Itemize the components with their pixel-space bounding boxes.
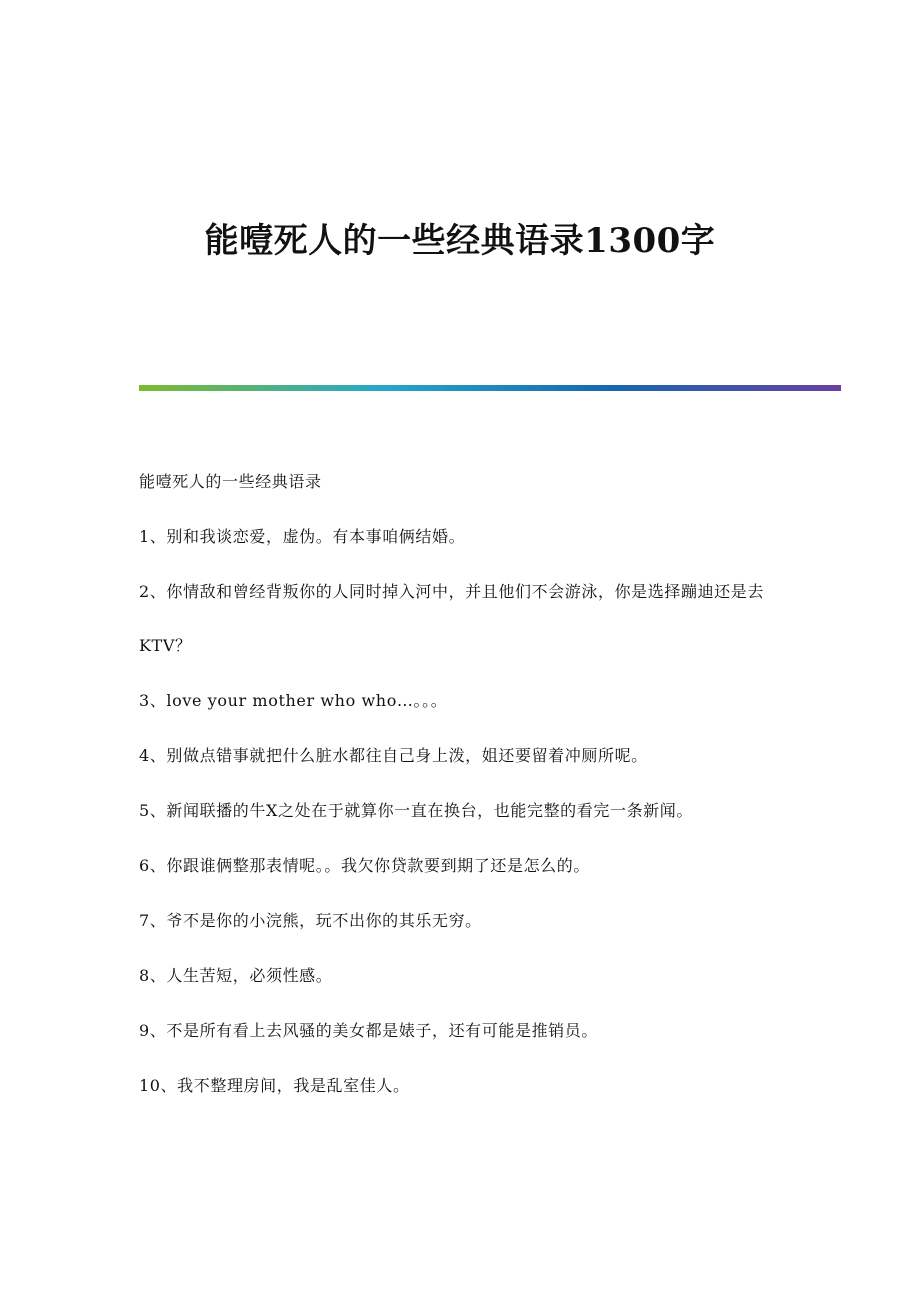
list-item: 5、新闻联播的牛X之处在于就算你一直在换台，也能完整的看完一条新闻。: [139, 801, 693, 820]
list-item: 3、love your mother who who…。。。: [139, 691, 448, 710]
gradient-divider: [139, 385, 841, 391]
list-item: 9、不是所有看上去风骚的美女都是婊子，还有可能是推销员。: [139, 1021, 598, 1040]
list-item: 6、你跟谁俩整那表情呢。。我欠你贷款要到期了还是怎么的。: [139, 856, 590, 875]
list-item: 2、你情敌和曾经背叛你的人同时掉入河中，并且他们不会游泳，你是选择蹦迪还是去KTV？: [139, 582, 764, 655]
document-body: [139, 468, 799, 1127]
list-item: 1、别和我谈恋爱，虚伪。有本事咱俩结婚。: [139, 527, 466, 546]
document-title: 能噎死人的一些经典语录1300字: [204, 221, 716, 261]
list-item: 8、人生苦短，必须性感。: [139, 966, 333, 985]
section-heading: 能噎死人的一些经典语录: [139, 472, 322, 491]
list-item: 4、别做点错事就把什么脏水都往自己身上泼，姐还要留着冲厕所呢。: [139, 746, 648, 765]
list-item: 7、爷不是你的小浣熊，玩不出你的其乐无穷。: [139, 911, 482, 930]
list-item: 10、我不整理房间，我是乱室佳人。: [139, 1076, 410, 1095]
